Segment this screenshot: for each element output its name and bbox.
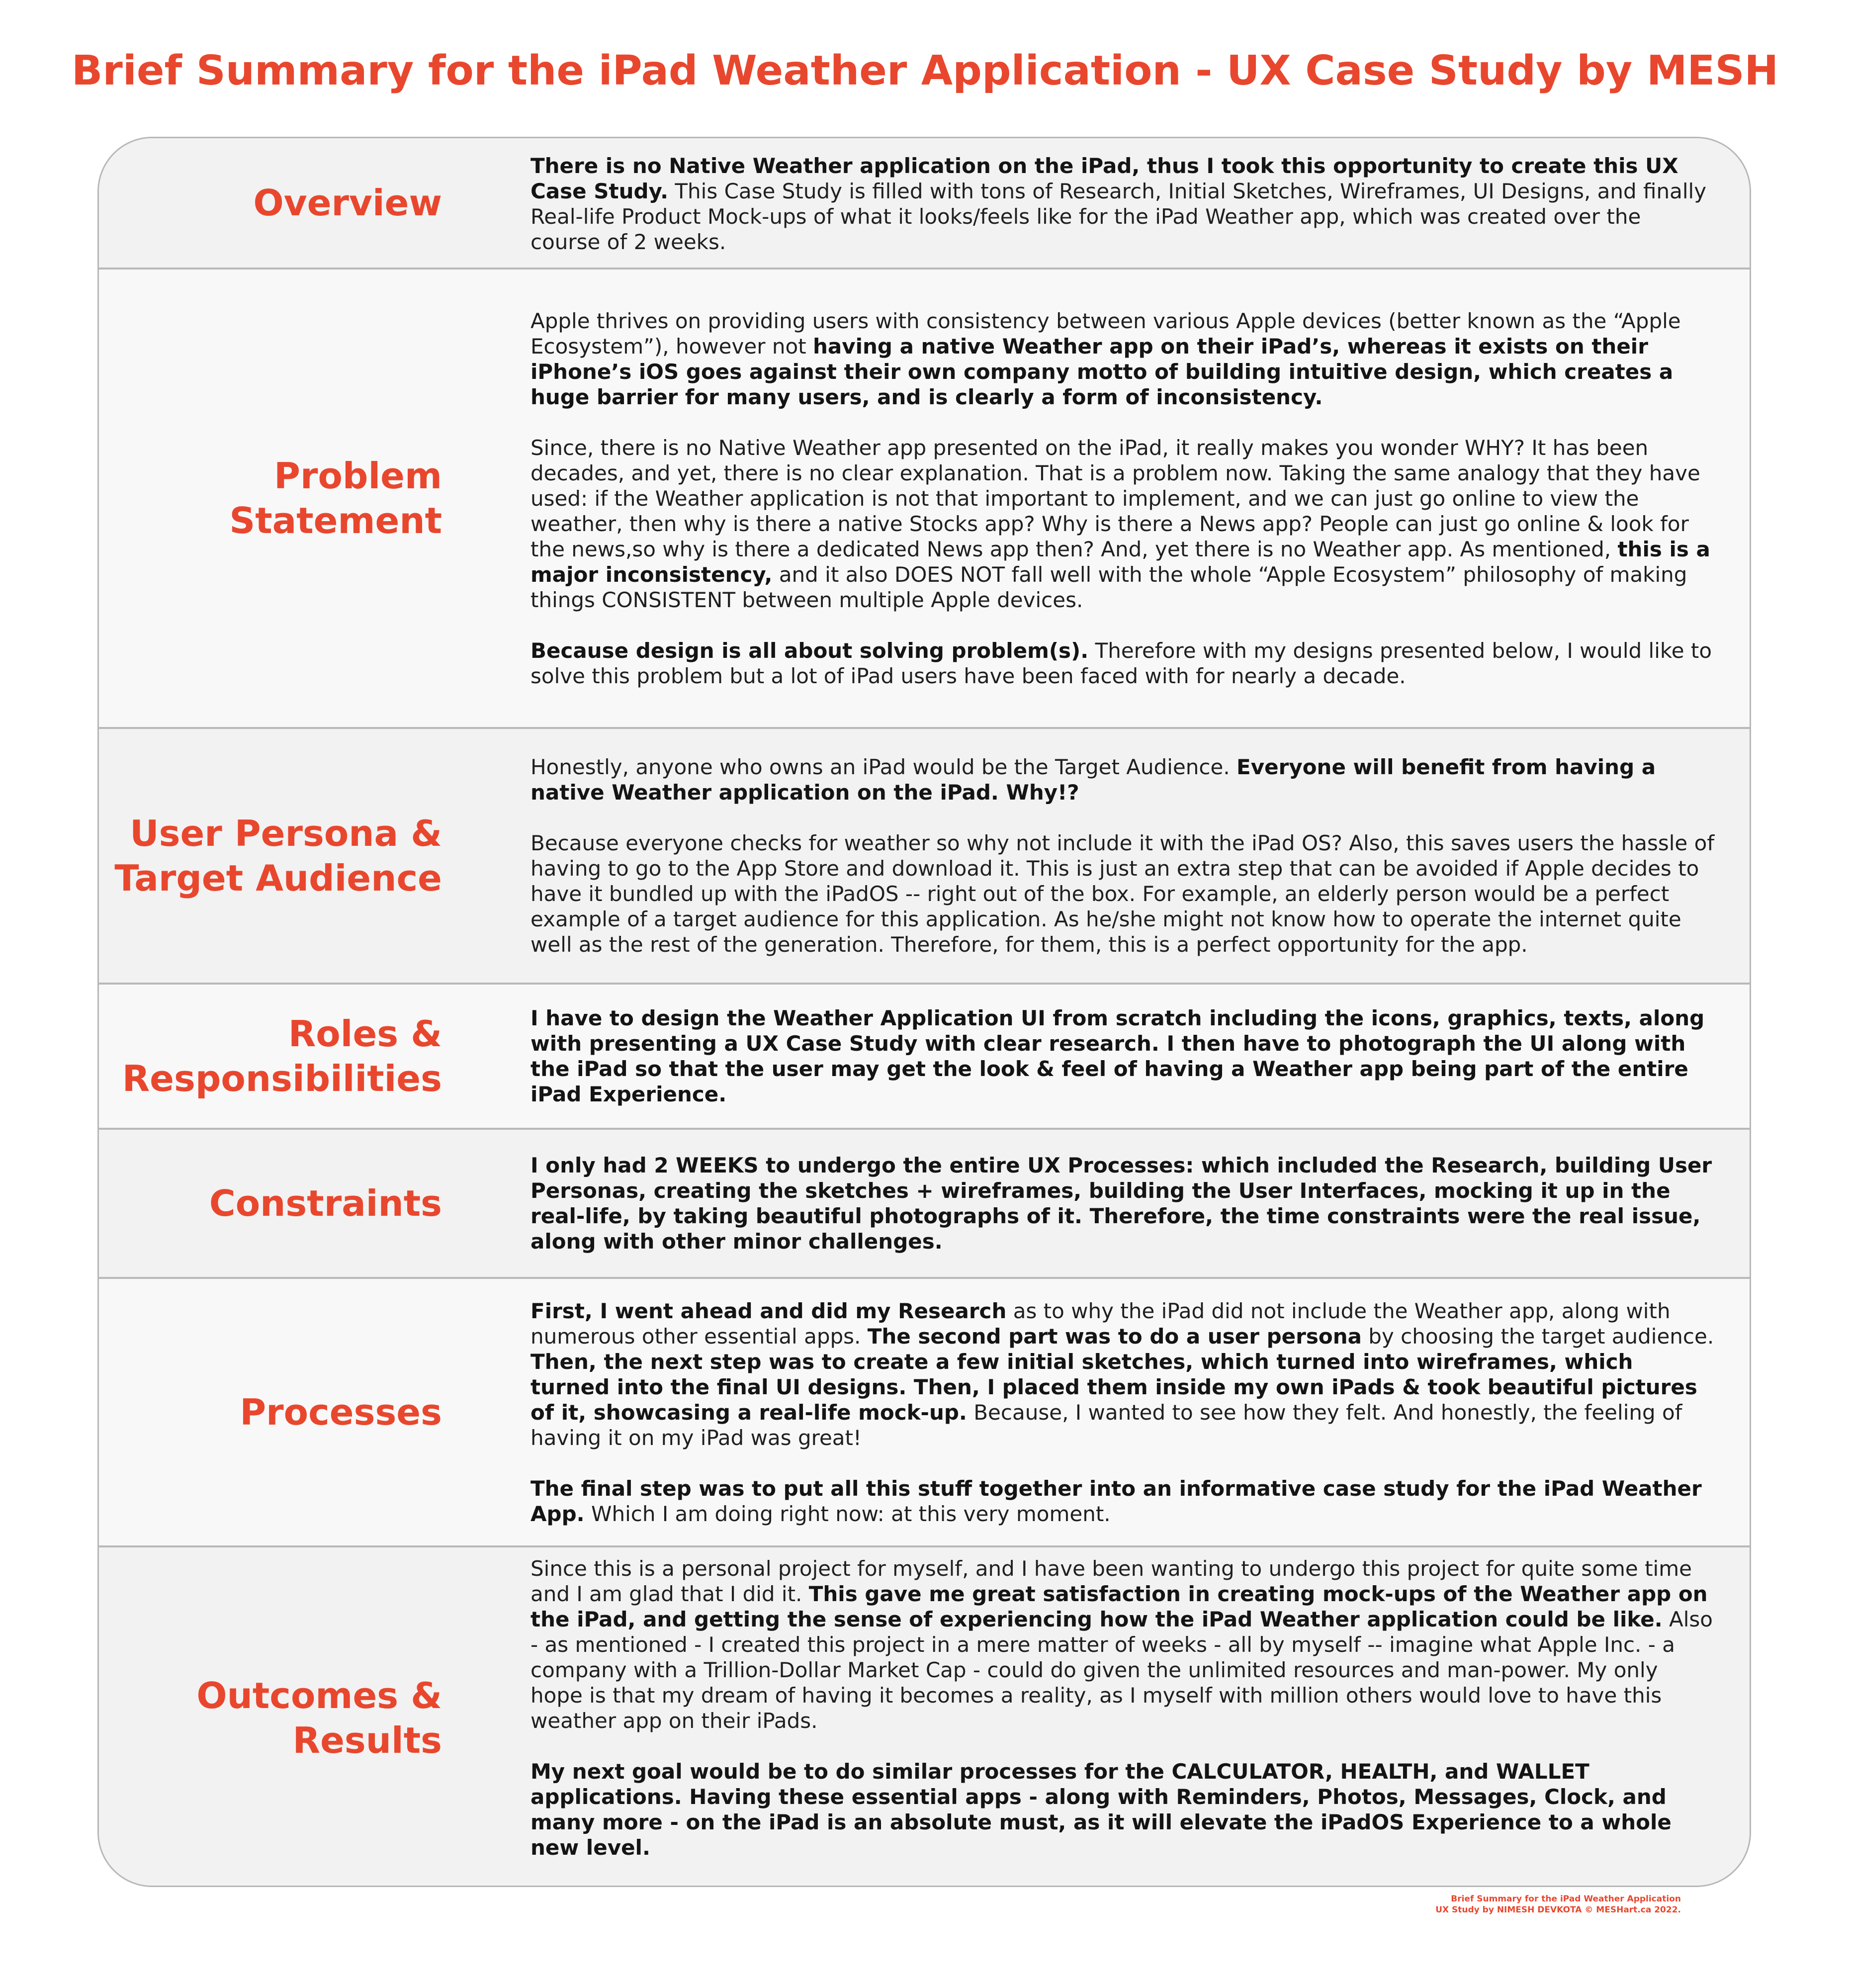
paragraph: Because everyone checks for weather so why not include it with the iPad OS? Also, this saves users the hassle of having to go to the App Store and download it. This is just an extra step that can be avoided if Apple decides to have it bundled up with the iPadOS -- right out of the box. For example, an elderly person would be a perfect example of a target audience for this application. As he/she might not know how to operate the internet quite well as the rest of the generation. Therefore, for them, this is a perfect opportunity for the app. <box>530 831 1715 957</box>
summary-card <box>97 137 1751 1887</box>
paragraph: Because design is all about solving problem(s). Therefore with my designs presented below, I would like to solve this problem but a lot of iPad users have been faced with for nearly a decade. <box>530 638 1712 688</box>
section-heading: Processes <box>240 1391 442 1433</box>
section-body <box>530 138 1715 268</box>
paragraph: I only had 2 WEEKS to undergo the entire UX Processes: which included the Research, building User Personas, creating the sketches + wireframes, building the User Interfaces, mocking it up in the real-life, by taking beautiful photographs of it. Therefore, the time constraints were the real issue, along with other minor challenges. <box>530 1153 1712 1254</box>
section-heading: Roles & Responsibilities <box>122 1013 442 1099</box>
section-overview <box>99 138 1750 270</box>
paragraph: I have to design the Weather Application UI from scratch including the icons, graphics, texts, along with presenting a UX Case Study with clear research. I then have to photograph the UI along with the iPad so that the user may get the look & feel of having a Weather app being part of the entire iPad Experience. <box>530 1006 1705 1106</box>
section-body <box>530 1130 1715 1277</box>
paragraph: Honestly, anyone who owns an iPad would be the Target Audience. Everyone will benefit from having a native Weather application on the iPad. Why!? <box>530 755 1656 805</box>
paragraph: First, I went ahead and did my Research as to why the iPad did not include the Weather app, along with numerous other essential apps. The second part was to do a user persona by choosing the target audience. Then, the next step was to create a few initial sketches, which turned into wireframes, which turned into the final UI designs. Then, I placed them inside my own iPads & took beautiful pictures of it, showcasing a real-life mock-up. Because, I wanted to see how they felt. And honestly, the feeling of having it on my iPad was great! <box>530 1298 1714 1450</box>
section-processes <box>99 1279 1750 1547</box>
paragraph: Apple thrives on providing users with consistency between various Apple devices (better known as the “Apple Ecosystem”), however not having a native Weather app on their iPad’s, whereas it exists on their iPhone’s iOS goes against their own company motto of building intuitive design, which creates a huge barrier for many users, and is clearly a form of inconsistency. <box>530 308 1681 409</box>
section-body <box>530 270 1715 727</box>
section-problem-statement <box>99 270 1750 729</box>
paragraph: Since, there is no Native Weather app presented on the iPad, it really makes you wonder WHY? It has been decades, and yet, there is no clear explanation. That is a problem now. Taking the same analogy that they have used: if the Weather application is not that important to implement, and we can just go online to view the weather, then why is there a native Stocks app? Why is there a News app? People can just go online & look for the news,so why is there a dedicated News app then? And, yet there is no Weather app. As mentioned, this is a major inconsistency, and it also DOES NOT fall well with the whole “Apple Ecosystem” philosophy of making things CONSISTENT between multiple Apple devices. <box>530 435 1710 612</box>
paragraph: Since this is a personal project for myself, and I have been wanting to undergo this project for quite some time and I am glad that I did it. This gave me great satisfaction in creating mock-ups of the Weather app on the iPad, and getting the sense of experiencing how the iPad Weather application could be like. Also - as mentioned - I created this project in a mere matter of weeks - all by myself -- imagine what Apple Inc. - a company with a Trillion-Dollar Market Cap - could do given the unlimited resources and man-power. My only hope is that my dream of having it becomes a reality, as I myself with million others would love to have this weather app on their iPads. <box>530 1556 1713 1733</box>
paragraph: There is no Native Weather application on the iPad, thus I took this opportunity to create this UX Case Study. This Case Study is filled with tons of Research, Initial Sketches, Wireframes, UI Designs, and finally Real-life Product Mock-ups of what it looks/feels like for the iPad Weather app, which was created over the course of 2 weeks. <box>530 154 1707 254</box>
section-constraints <box>99 1130 1750 1279</box>
section-heading: Problem Statement <box>229 455 442 542</box>
page-title: Brief Summary for the iPad Weather Application - UX Case Study by MESH <box>71 47 1779 94</box>
paragraph: The final step was to put all this stuff together into an informative case study for the iPad Weather App. Which I am doing right now: at this very moment. <box>530 1476 1702 1526</box>
section-roles <box>99 985 1750 1130</box>
section-body <box>530 1547 1715 1887</box>
section-body <box>530 1279 1715 1545</box>
section-body <box>530 985 1715 1128</box>
paragraph: My next goal would be to do similar processes for the CALCULATOR, HEALTH, and WALLET applications. Having these essential apps - along with Reminders, Photos, Messages, Clock, and many more - on the iPad is an absolute must, as it will elevate the iPadOS Experience to a whole new level. <box>530 1759 1672 1860</box>
section-body <box>530 729 1715 983</box>
section-heading: Overview <box>253 182 442 224</box>
section-heading: Constraints <box>209 1182 442 1224</box>
section-outcomes <box>99 1547 1750 1887</box>
section-heading: User Persona & Target Audience <box>114 813 442 899</box>
section-heading: Outcomes & Results <box>196 1675 442 1761</box>
section-user-persona <box>99 729 1750 985</box>
footer-credit: Brief Summary for the iPad Weather Application UX Study by NIMESH DEVKOTA © MESHart.ca 2022. <box>1435 1894 1681 1915</box>
